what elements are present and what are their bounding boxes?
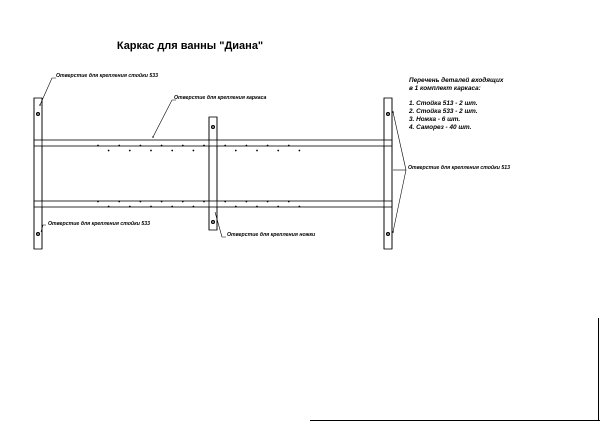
leader-frame bbox=[153, 100, 176, 137]
callout-hole-stand-513: Отверстие для крепления стойки 513 bbox=[408, 165, 510, 171]
screw-hole-top-beam bbox=[235, 150, 237, 152]
screw-hole-bottom-beam bbox=[246, 201, 248, 203]
screw-hole-top-beam bbox=[288, 145, 290, 147]
screw-hole-top-beam bbox=[161, 145, 163, 147]
parts-list-item: 2. Стойка 533 - 2 шт. bbox=[409, 108, 478, 115]
stand-513-right bbox=[384, 98, 392, 249]
leg-center bbox=[209, 117, 217, 230]
callout-hole-leg: Отверстие для крепления ножки bbox=[227, 232, 316, 238]
screw-hole-bottom-beam bbox=[267, 201, 269, 203]
parts-list-item: 4. Саморез - 40 шт. bbox=[409, 124, 472, 131]
screw-hole-bottom-beam bbox=[288, 201, 290, 203]
callout-hole-frame: Отверстие для крепления каркаса bbox=[174, 95, 267, 101]
screw-hole-top-beam bbox=[203, 145, 205, 147]
stand-533-left bbox=[34, 98, 42, 249]
screw-hole-top-beam bbox=[150, 150, 152, 152]
screw-hole-bottom-beam bbox=[108, 206, 110, 208]
leader-stand-533-top bbox=[40, 78, 56, 105]
leader-stand-513-a bbox=[393, 112, 406, 170]
screw-hole-bottom-beam bbox=[140, 201, 142, 203]
parts-list-items bbox=[409, 100, 503, 132]
screw-hole-top-beam bbox=[224, 145, 226, 147]
parts-list-item: 3. Ножка - 6 шт. bbox=[409, 116, 461, 123]
screw-hole-bottom-beam bbox=[193, 206, 195, 208]
screw-hole-bottom-beam bbox=[203, 201, 205, 203]
screw-hole-bottom-beam bbox=[150, 206, 152, 208]
screw-hole-top-beam bbox=[140, 145, 142, 147]
screw-hole-bottom-beam bbox=[129, 206, 131, 208]
screw-hole-top-beam bbox=[108, 150, 110, 152]
screw-hole-top-beam bbox=[129, 150, 131, 152]
screw-hole-bottom-beam bbox=[235, 206, 237, 208]
drawing-title: Каркас для ванны "Диана" bbox=[116, 40, 264, 52]
screw-hole-top-beam bbox=[267, 145, 269, 147]
screw-hole-top-beam bbox=[171, 150, 173, 152]
screw-hole-top-beam bbox=[193, 150, 195, 152]
parts-list-heading-line1: Перечень деталей входящих bbox=[409, 77, 504, 84]
screw-hole-top-beam bbox=[277, 150, 279, 152]
frame-beam-bottom bbox=[34, 201, 392, 207]
screw-hole-bottom-beam bbox=[171, 206, 173, 208]
callout-hole-stand-533-bottom: Отверстие для крепления стойки 533 bbox=[48, 221, 150, 227]
screw-hole-top-beam bbox=[256, 150, 258, 152]
frame-beam-top bbox=[34, 140, 392, 146]
screw-hole-bottom-beam bbox=[97, 201, 99, 203]
parts-list bbox=[409, 77, 503, 132]
screw-hole-top-beam bbox=[97, 145, 99, 147]
screw-hole-bottom-beam bbox=[161, 201, 163, 203]
page-border-right bbox=[598, 318, 599, 421]
parts-list-item: 1. Стойка 513 - 2 шт. bbox=[409, 100, 478, 107]
screw-hole-bottom-beam bbox=[299, 206, 301, 208]
screw-hole-top-beam bbox=[299, 150, 301, 152]
leader-stand-513-c bbox=[393, 170, 406, 232]
screw-hole-bottom-beam bbox=[182, 201, 184, 203]
screw-hole-top-beam bbox=[246, 145, 248, 147]
screw-hole-top-beam bbox=[118, 145, 120, 147]
parts-list-heading-line2: в 1 комплект каркаса: bbox=[409, 85, 481, 92]
screw-hole-bottom-beam bbox=[224, 201, 226, 203]
screw-hole-bottom-beam bbox=[256, 206, 258, 208]
screw-hole-top-beam bbox=[182, 145, 184, 147]
callout-hole-stand-533-top: Отверстие для крепления стойки 533 bbox=[56, 73, 158, 79]
screw-hole-bottom-beam bbox=[118, 201, 120, 203]
screw-hole-bottom-beam bbox=[277, 206, 279, 208]
